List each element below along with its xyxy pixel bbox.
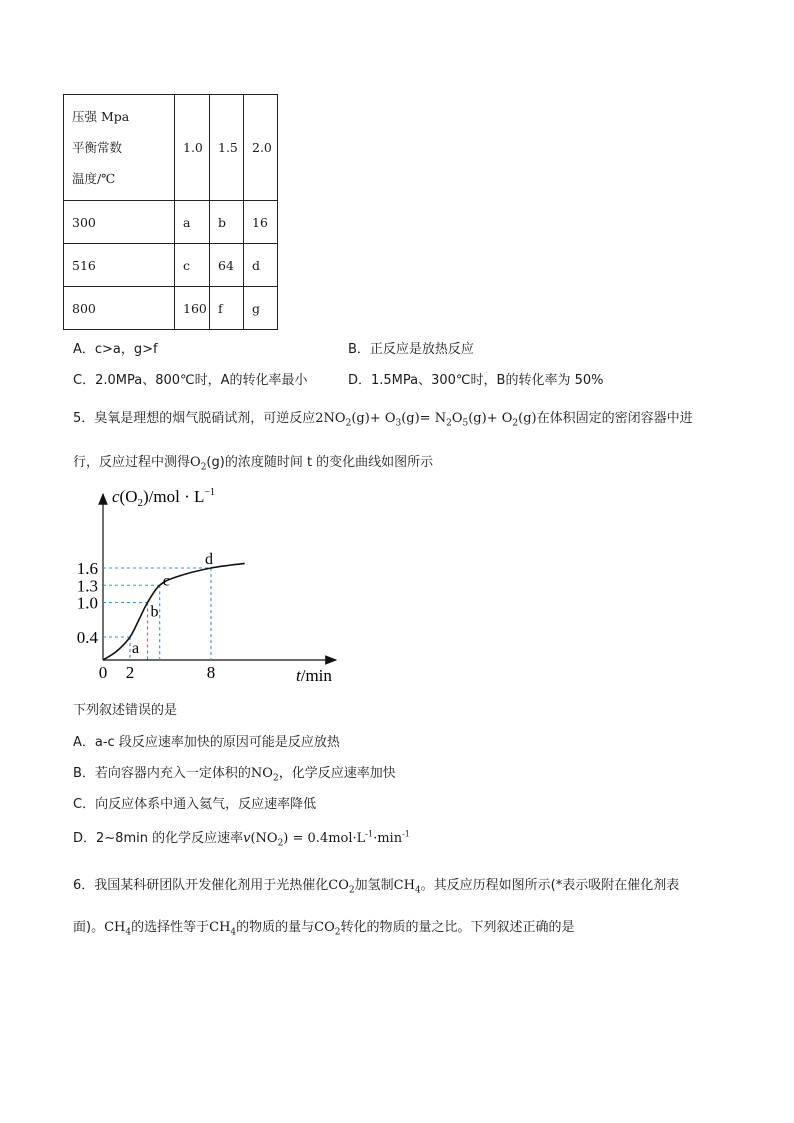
q6-stem-line1 <box>73 874 679 896</box>
cell: 64 <box>210 244 244 287</box>
row-temp: 516 <box>64 244 175 287</box>
species-co2: $CO_2$ <box>314 920 341 938</box>
y-tick-label: 1.0 <box>76 593 98 613</box>
q5-option-b <box>73 762 396 784</box>
q5-stem-line1 <box>73 407 693 429</box>
x-tick-label: 8 <box>206 663 216 682</box>
q5-option-d <box>73 827 410 849</box>
q4-option-a: A．c>a，g>f <box>73 342 158 357</box>
y-tick-label: 1.6 <box>76 559 98 578</box>
pressure-3: 2.0 <box>244 95 278 201</box>
q5-stem-line2 <box>73 451 433 473</box>
text: D．2~8min 的化学反应速率 <box>73 831 244 846</box>
point-label-b: b <box>150 603 159 621</box>
cell: c <box>175 244 210 287</box>
cell: 160 <box>175 287 210 330</box>
reaction-equation: $2NO_2(g)+ O_3(g)= N_2O_5(g)+ O_2(g)$ <box>315 411 537 429</box>
x-axis-label: t/min <box>296 666 332 685</box>
table-row <box>64 287 278 330</box>
table-header-cell <box>64 95 175 201</box>
q4-option-b: B．正反应是放热反应 <box>348 342 474 357</box>
q5-option-c: C．向反应体系中通入氦气，反应速率降低 <box>73 797 317 812</box>
q4-option-c: C．2.0MPa、800℃时，A的转化率最小 <box>73 373 308 388</box>
header-line-pressure: 压强 Mpa <box>72 109 130 124</box>
text: 加氢制 <box>354 878 394 893</box>
row-temp: 300 <box>64 201 175 244</box>
y-tick-label: 0.4 <box>76 628 98 647</box>
x-tick-label: 0 <box>98 663 108 682</box>
x-tick-label: 2 <box>125 663 135 682</box>
cell: 16 <box>244 201 278 244</box>
text: 6．我国某科研团队开发催化剂用于光热催化 <box>73 878 329 893</box>
species-ch4: $CH_4$ <box>393 878 421 896</box>
cell: g <box>244 287 278 330</box>
q4-option-d: D．1.5MPa、300℃时，B的转化率为 50% <box>348 373 604 388</box>
species-ch4: $CH_4$ <box>209 920 237 938</box>
tick-labels <box>77 559 216 682</box>
text: 行，反应过程中测得 <box>73 455 191 470</box>
rate-expression: $v(NO_2) = 0.4mol\cdot L^{-1}\cdot\min^{-1}$ <box>243 829 410 849</box>
cell: d <box>244 244 278 287</box>
text: 的物质的量与 <box>236 920 315 935</box>
species-co2: $CO_2$ <box>328 878 355 896</box>
table-row <box>64 201 278 244</box>
text: ，化学反应速率加快 <box>278 766 396 781</box>
point-labels <box>132 551 213 657</box>
text: 5．臭氧是理想的烟气脱硝试剂，可逆反应 <box>73 411 316 426</box>
cell: b <box>210 201 244 244</box>
q6-stem-line2 <box>73 916 575 938</box>
species-o2: $O_2$ <box>190 455 207 473</box>
text: 的选择性等于 <box>131 920 210 935</box>
text: 。其反应历程如图所示(*表示吸附在催化剂表 <box>420 878 680 893</box>
text: (g)的浓度随时间 t 的变化曲线如图所示 <box>206 455 434 470</box>
q5-prompt: 下列叙述错误的是 <box>73 703 178 718</box>
text: B．若向容器内充入一定体积的 <box>73 766 251 781</box>
header-line-constant: 平衡常数 <box>72 140 123 155</box>
header-line-temperature: 温度/℃ <box>72 171 116 186</box>
species-no2: $NO_2$ <box>250 766 279 784</box>
concentration-time-chart <box>60 480 360 690</box>
species-ch4: $CH_4$ <box>104 920 132 938</box>
point-label-c: c <box>162 572 170 590</box>
pressure-2: 1.5 <box>210 95 244 201</box>
pressure-1: 1.0 <box>175 95 210 201</box>
concentration-curve <box>103 563 245 660</box>
text: 在体积固定的密闭容器中进 <box>536 411 693 426</box>
point-label-d: d <box>205 551 213 568</box>
equilibrium-table <box>63 94 278 330</box>
q5-option-a: A．a-c 段反应速率加快的原因可能是反应放热 <box>73 735 340 750</box>
point-label-a: a <box>132 640 140 657</box>
table-row <box>64 244 278 287</box>
cell: a <box>175 201 210 244</box>
row-temp: 800 <box>64 287 175 330</box>
cell: f <box>210 287 244 330</box>
text: 转化的物质的量之比。下列叙述正确的是 <box>340 920 575 935</box>
text: 面)。 <box>73 920 105 935</box>
y-axis-label: $c(O_2)$/mol · $L^{-1}$ <box>112 487 216 509</box>
y-tick-label: 1.3 <box>76 576 98 596</box>
